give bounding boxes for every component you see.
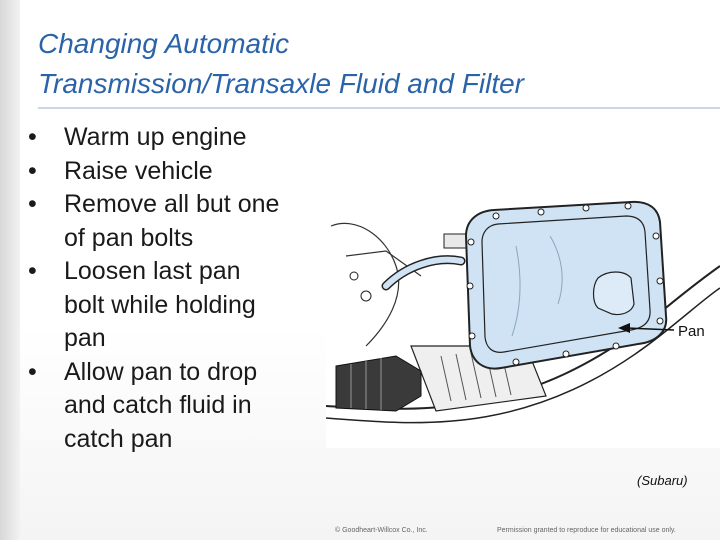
bullet-line: of pan bolts: [64, 223, 194, 252]
bullet-dot: •: [28, 357, 37, 386]
slide-title-line-1: Changing Automatic: [38, 28, 290, 59]
bullet-dot: •: [28, 190, 37, 218]
bullet-dot: •: [28, 257, 37, 285]
bullet-dot: •: [28, 156, 37, 185]
pan-callout-label: Pan: [678, 323, 705, 340]
slide-title: [38, 24, 708, 104]
fitting: [361, 291, 371, 301]
bullet-line: bolt while holding: [64, 290, 256, 319]
slide-title-line-2: Transmission/Transaxle Fluid and Filter: [38, 68, 525, 99]
bullet-item: [28, 121, 318, 155]
bullet-line: Remove all but one: [64, 190, 280, 218]
bullet-item: [28, 255, 318, 356]
bullet-list: [28, 121, 318, 456]
fitting: [350, 272, 358, 280]
bullet-line: Loosen last pan: [64, 257, 241, 285]
bullet-text: Warm up engine: [64, 123, 247, 151]
filter-recess: [594, 272, 635, 315]
bullet-text: [64, 257, 256, 352]
bullet-text: [64, 358, 257, 453]
bullet-item: [28, 188, 318, 255]
bullet-item: [28, 155, 318, 189]
footer-permission: Permission granted to reproduce for educational use only.: [497, 527, 676, 534]
bullet-line: pan: [64, 324, 106, 352]
cv-boot: [336, 356, 421, 411]
transmission-pan-illustration: [326, 196, 720, 448]
bullet-item: [28, 356, 318, 457]
figure-caption: (Subaru): [637, 473, 688, 488]
bullet-line: and catch fluid in: [64, 391, 252, 419]
bullet-line: Allow pan to drop: [64, 357, 258, 386]
bracket: [444, 234, 466, 248]
bullet-text: Raise vehicle: [64, 156, 213, 185]
left-accent-bar: [0, 0, 20, 540]
bullet-line: catch pan: [64, 424, 173, 453]
bullet-dot: •: [28, 123, 37, 151]
footer-copyright: © Goodheart-Willcox Co., Inc.: [335, 527, 428, 534]
title-divider: [38, 107, 720, 109]
transmission-pan: [466, 202, 666, 369]
bullet-text: [64, 190, 279, 252]
